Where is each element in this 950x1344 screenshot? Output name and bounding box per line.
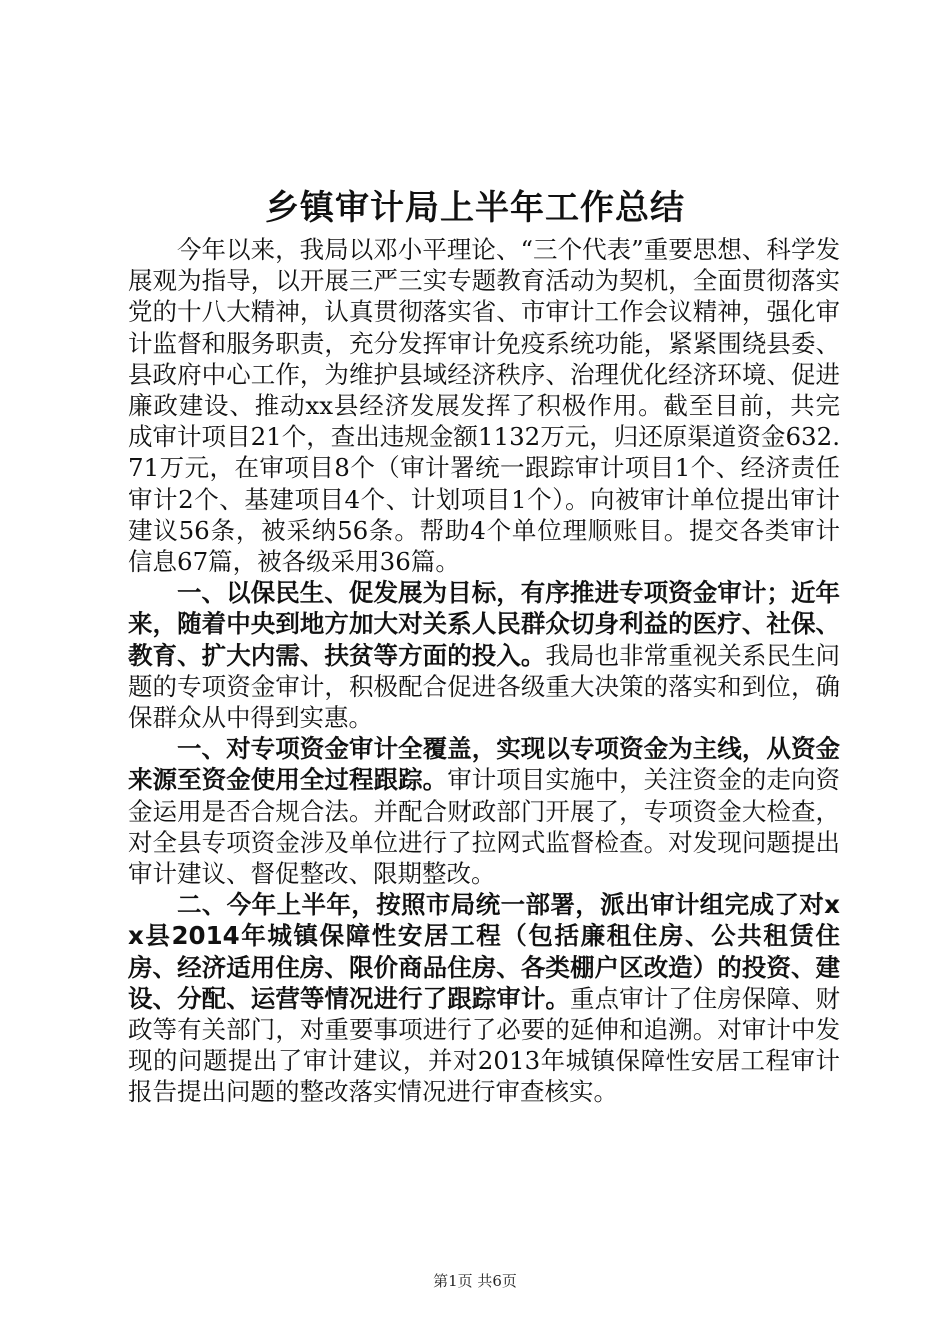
paragraph-section-2 <box>128 733 840 889</box>
paragraph-text: 重点审计了住房保障、财政等有关部门，对重要事项进行了必要的延伸和追溯。对审计中发现的问题提出了审计建议，并对2013年城镇保障性安居工程审计报告提出问题的整改落实情况进行审查核实。 <box>128 983 841 1107</box>
paragraph-lead: 一、以保民生、促发展为目标，有序推进专项资金审计；近年来，随着中央到地方加大对关系人民群众切身利益的医疗、社保、教育、扩大内需、扶贫等方面的投入。 <box>128 578 840 670</box>
paragraph-text: 今年以来，我局以邓小平理论、“三个代表”重要思想、科学发展观为指导，以开展三严三实专题教育活动为契机，全面贯彻落实党的十八大精神，认真贯彻落实省、市审计工作会议精神，强化审计监督和服务职责，充分发挥审计免疫系统功能，紧紧围绕县委、县政府中心工作，为维护县域经济秩序、治理优化经济环境、促进廉政建设、推动xx县经济发展发挥了积极作用。截至目前，共完成审计项目21个，查出违规金额1132万元，归还原渠道资金632.71万元，在审项目8个（审计署统一跟踪审计项目1个、经济责任审计2个、基建项目4个、计划项目1个）。向被审计单位提出审计建议56条，被采纳56条。帮助4个单位理顺账目。提交各类审计信息67篇，被各级采用36篇。 <box>128 235 840 577</box>
paragraph-lead: 二、今年上半年，按照市局统一部署，派出审计组完成了对xx县2014年城镇保障性安居工程（包括廉租住房、公共租赁住房、经济适用住房、限价商品住房、各类棚户区改造）的投资、建设、分配、运营等情况进行了跟踪审计。 <box>128 890 840 1013</box>
page-number-footer: 第1页 共6页 <box>433 1272 517 1290</box>
document-title: 乡镇审计局上半年工作总结 <box>265 188 685 228</box>
paragraph-text: 我局也非常重视关系民生问题的专项资金审计，积极配合促进各级重大决策的落实和到位，确保群众从中得到实惠。 <box>128 640 841 733</box>
paragraph-lead: 一、对专项资金审计全覆盖，实现以专项资金为主线，从资金来源至资金使用全过程跟踪。 <box>128 734 840 795</box>
paragraph-text: 审计项目实施中，关注资金的走向资金运用是否合规合法。并配合财政部门开展了，专项资金大检查，对全县专项资金涉及单位进行了拉网式监督检查。对发现问题提出审计建议、督促整改、限期整改。 <box>128 765 841 889</box>
document-body <box>128 234 840 1108</box>
paragraph-intro <box>128 234 840 577</box>
paragraph-section-1 <box>128 577 840 733</box>
paragraph-section-3 <box>128 889 840 1107</box>
